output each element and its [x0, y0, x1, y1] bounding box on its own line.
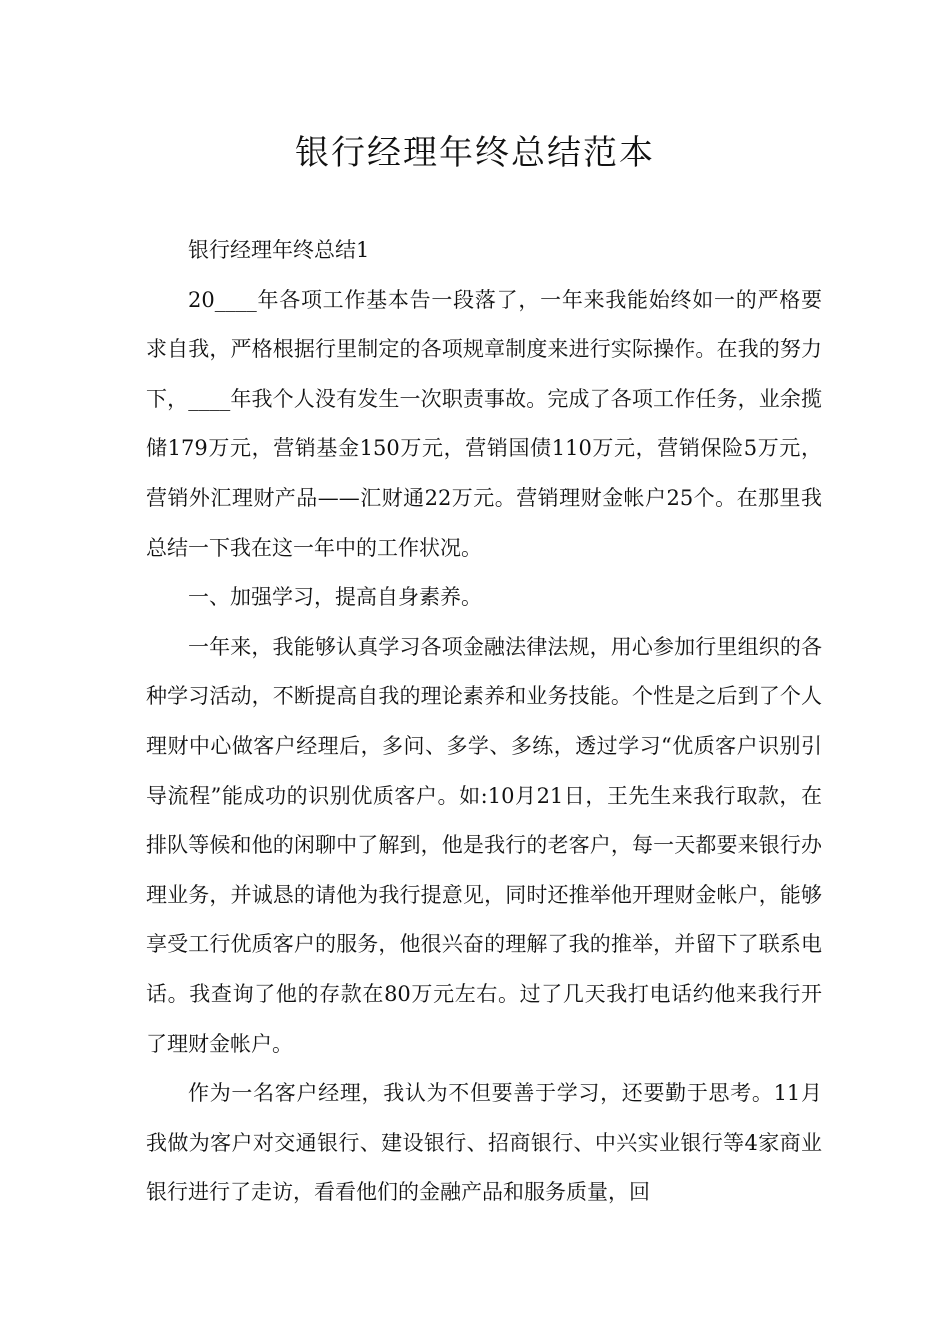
document-title: 银行经理年终总结范本 [295, 133, 655, 173]
section-heading-1: 一、加强学习，提高自身素养。 [188, 585, 482, 610]
paragraph-learning: 一年来，我能够认真学习各项金融法律法规，用心参加行里组织的各种学习活动，不断提高自我的理论素养和业务技能。个性是之后到了个人理财中心做客户经理后，多问、多学、多练，透过学习“优质客户识别引导流程”能成功的识别优质客户。如:10月21日，王先生来我行取款，在排队等候和他的闲聊中了解到，他是我行的老客户，每一天都要来银行办理业务，并诚恳的请他为我行提意见，同时还推举他开理财金帐户，能够享受工行优质客户的服务，他很兴奋的理解了我的推举，并留下了联系电话。我查询了他的存款在80万元左右。过了几天我打电话约他来我行开了理财金帐户。 [146, 634, 822, 1056]
section-heading: 银行经理年终总结1 [188, 238, 370, 262]
paragraph-thinking: 作为一名客户经理，我认为不但要善于学习，还要勤于思考。11月我做为客户对交通银行、建设银行、招商银行、中兴实业银行等4家商业银行进行了走访，看看他们的金融产品和服务质量，回 [146, 1081, 822, 1205]
paragraph-intro: 20____年各项工作基本告一段落了，一年来我能始终如一的严格要求自我，严格根据行里制定的各项规章制度来进行实际操作。在我的努力下，____年我个人没有发生一次职责事故。完成了各项工作任务，业余揽储179万元，营销基金150万元，营销国债110万元，营销保险5万元，营销外汇理财产品——汇财通22万元。营销理财金帐户25个。在那里我总结一下我在这一年中的工作状况。 [146, 287, 822, 560]
document-body [146, 226, 822, 1218]
